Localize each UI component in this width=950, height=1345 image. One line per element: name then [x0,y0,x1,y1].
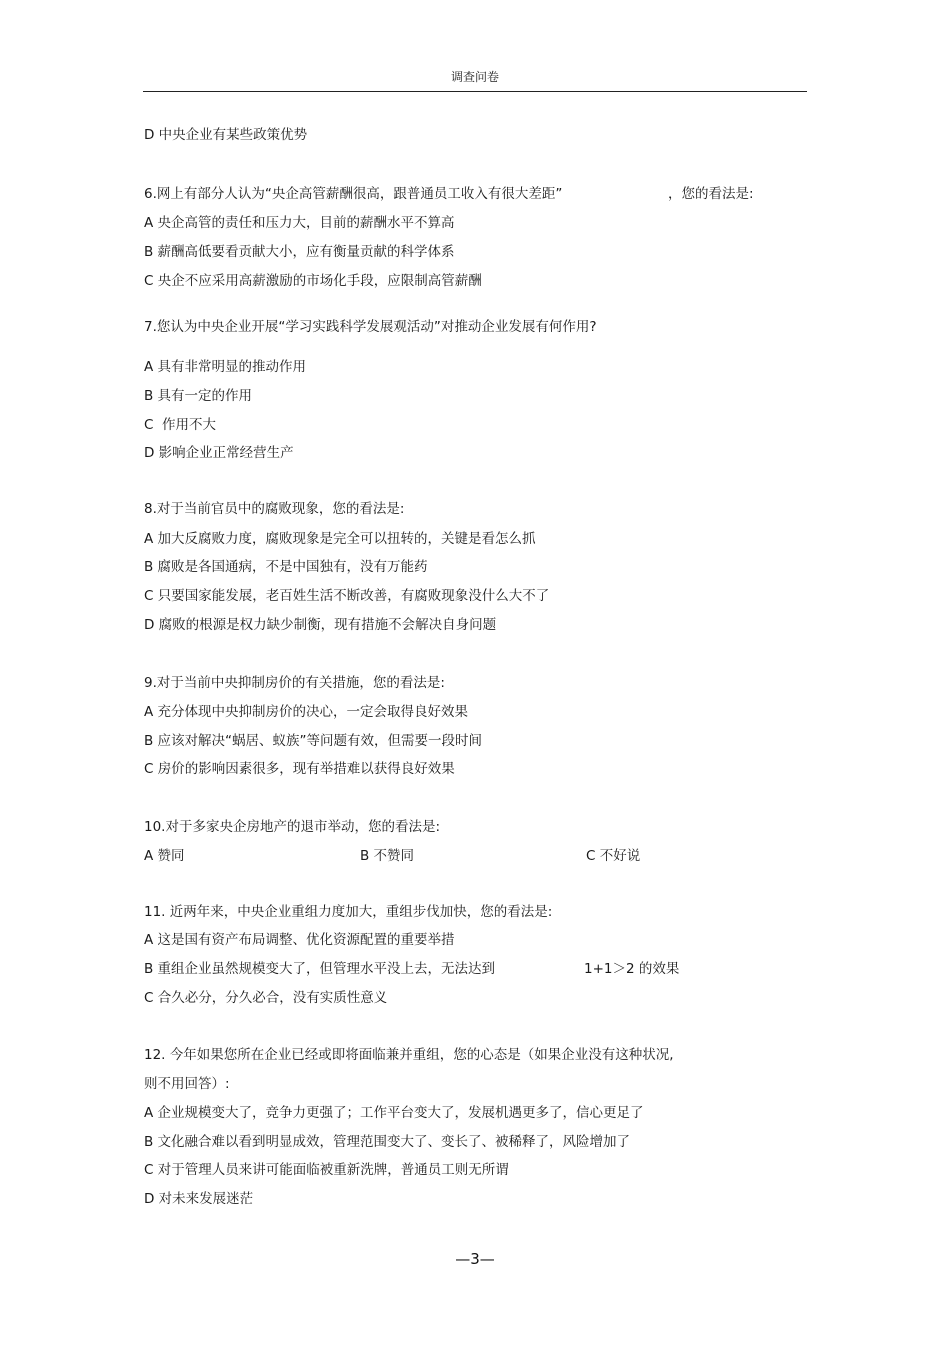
question-7-option-c: C 作用不大 [144,417,217,433]
question-9-option-c: C 房价的影响因素很多，现有举措难以获得良好效果 [144,761,455,777]
question-12-text: 12. 今年如果您所在企业已经或即将面临兼并重组，您的心态是（如果企业没有这种状况, [144,1047,674,1063]
question-7-option-a: A 具有非常明显的推动作用 [144,359,307,375]
question-7-option-b: B 具有一定的作用 [144,388,253,404]
question-7-option-d: D 影响企业正常经营生产 [144,445,294,461]
page-number: —3— [455,1250,495,1268]
question-8-option-a: A 加大反腐败力度，腐败现象是完全可以扭转的，关键是看怎么抓 [144,531,536,547]
question-11-option-b: B 重组企业虽然规模变大了，但管理水平没上去，无法达到 [144,961,496,977]
question-8-option-b: B 腐败是各国通病，不是中国独有，没有万能药 [144,559,428,575]
question-12-option-c: C 对于管理人员来讲可能面临被重新洗牌，普通员工则无所谓 [144,1162,509,1178]
question-6-text: 6.网上有部分人认为“央企高管薪酬很高，跟普通员工收入有很大差距” [144,186,563,202]
question-9-text: 9.对于当前中央抑制房价的有关措施，您的看法是: [144,675,445,691]
question-12-option-d: D 对未来发展迷茫 [144,1191,254,1207]
header-divider [143,91,807,92]
question-10-option-a: A 赞同 [144,848,185,864]
question-10-option-c: C 不好说 [586,848,641,864]
question-8-option-c: C 只要国家能发展，老百姓生活不断改善，有腐败现象没什么大不了 [144,588,550,604]
question-11-option-b-tail: 1+1＞2 的效果 [584,961,680,977]
question-12-option-a: A 企业规模变大了，竞争力更强了；工作平台变大了，发展机遇更多了，信心更足了 [144,1105,644,1121]
page-header-title: 调查问卷 [450,70,499,84]
question-6-text-tail: ，您的看法是: [668,186,754,202]
question-11-option-a: A 这是国有资产布局调整、优化资源配置的重要举措 [144,932,455,948]
question-10-text: 10.对于多家央企房地产的退市举动，您的看法是: [144,819,441,835]
question-11-text: 11. 近两年来，中央企业重组力度加大，重组步伐加快，您的看法是: [144,904,553,920]
question-6-option-a: A 央企高管的责任和压力大，目前的薪酬水平不算高 [144,215,455,231]
option-prev-d: D 中央企业有某些政策优势 [144,127,308,143]
question-12-text-cont: 则不用回答）: [144,1076,230,1092]
question-8-option-d: D 腐败的根源是权力缺少制衡，现有措施不会解决自身问题 [144,617,497,633]
question-9-option-a: A 充分体现中央抑制房价的决心，一定会取得良好效果 [144,704,469,720]
question-6-option-b: B 薪酬高低要看贡献大小，应有衡量贡献的科学体系 [144,244,455,260]
question-9-option-b: B 应该对解决“蜗居、蚁族”等问题有效，但需要一段时间 [144,733,483,749]
question-7-text: 7.您认为中央企业开展“学习实践科学发展观活动”对推动企业发展有何作用? [144,319,597,335]
question-6-option-c: C 央企不应采用高薪激励的市场化手段，应限制高管薪酬 [144,273,482,289]
question-12-option-b: B 文化融合难以看到明显成效，管理范围变大了、变长了、被稀释了，风险增加了 [144,1134,631,1150]
question-11-option-c: C 合久必分，分久必合，没有实质性意义 [144,990,388,1006]
question-8-text: 8.对于当前官员中的腐败现象，您的看法是: [144,501,405,517]
question-10-option-b: B 不赞同 [360,848,415,864]
